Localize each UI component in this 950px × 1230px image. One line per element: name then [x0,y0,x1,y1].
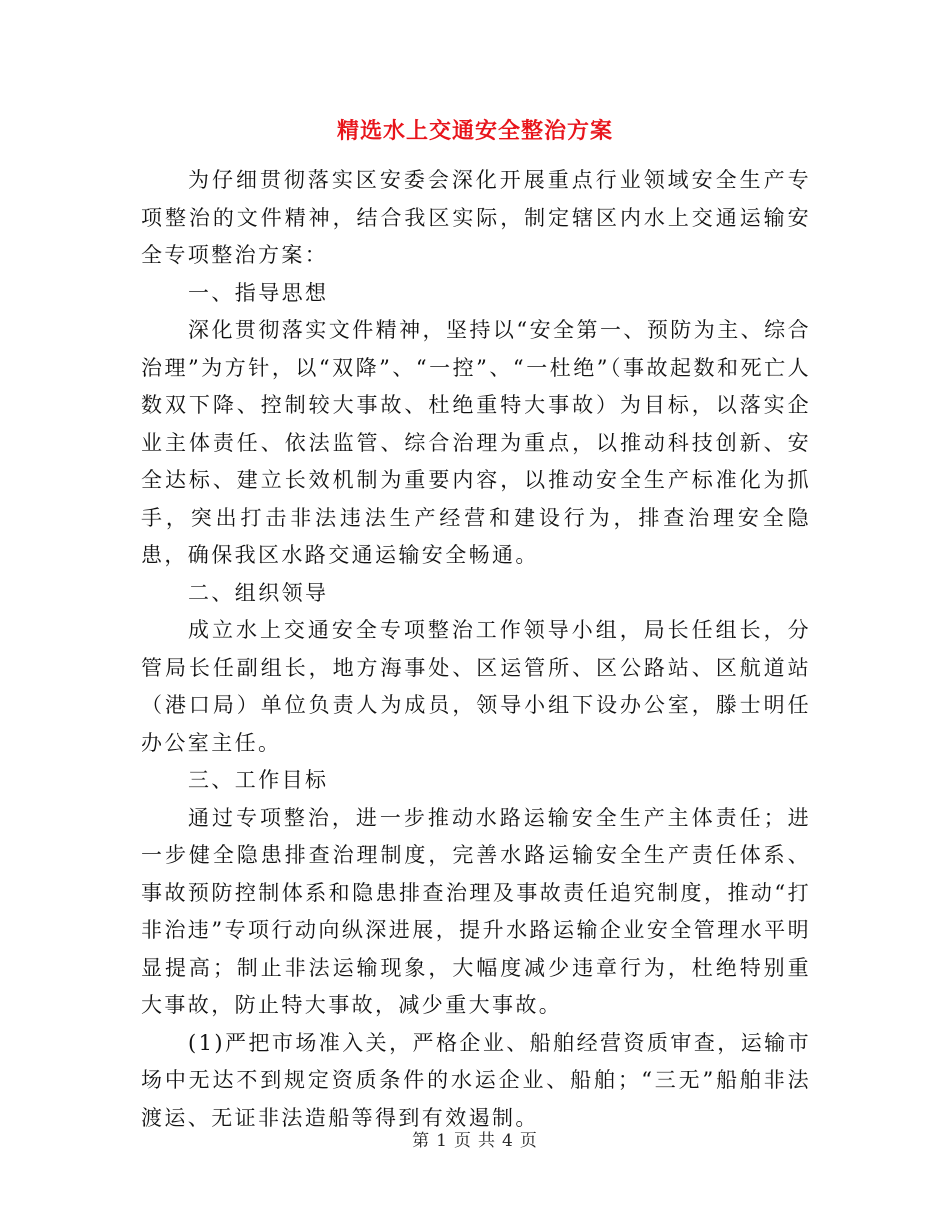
section-heading-work-goals: 三、工作目标 [188,768,329,792]
footer-page-unit: 页 [454,1131,472,1151]
guiding-ideology-paragraph: 深化贯彻落实文件精神，坚持以“安全第一、预防为主、综合治理”为方针，以“双降”、“一控”、“一杜绝”（事故起数和死亡人数双下降、控制较大事故、杜绝重特大事故）为目标，以落实企业主体责任、依法监管、综合治理为重点，以推动科技创新、安全达标、建立长效机制为重要内容，以推动安全生产标准化为抓手，突出打击非法违法生产经营和建设行为，排查治理安全隐患，确保我区水路交通运输安全畅通。 [141,318,811,567]
footer-total-pages: 4 [502,1131,514,1151]
footer-total-unit: 页 [519,1131,538,1151]
footer-page-number: 1 [436,1131,448,1151]
section-heading-organization: 二、组织领导 [188,580,329,605]
organization-paragraph: 成立水上交通安全专项整治工作领导小组，局长任组长，分管局长任副组长，地方海事处、区运管所、区公路站、区航道站（港口局）单位负责人为成员，领导小组下设办公室，滕士明任办公室主任。 [141,618,811,755]
footer-page-word: 第 [412,1131,431,1151]
document-title: 精选水上交通安全整治方案 [336,118,613,144]
document-body [141,162,811,1137]
page-footer [0,1126,950,1151]
market-access-paragraph: (1)严把市场准入关，严格企业、船舶经营资质审查，运输市场中无达不到规定资质条件的水运企业、船舶；“三无”船舶非法渡运、无证非法造船等得到有效遏制。 [141,1030,811,1130]
footer-total-word: 共 [478,1131,496,1151]
section-heading-guiding-ideology: 一、指导思想 [188,280,329,305]
work-goals-paragraph: 通过专项整治，进一步推动水路运输安全生产主体责任；进一步健全隐患排查治理制度，完善水路运输安全生产责任体系、事故预防控制体系和隐患排查治理及事故责任追究制度，推动“打非治违”专项行动向纵深进展，提升水路运输企业安全管理水平明显提高；制止非法运输现象，大幅度减少违章行为，杜绝特别重大事故，防止特大事故，减少重大事故。 [141,805,811,1017]
intro-paragraph: 为仔细贯彻落实区安委会深化开展重点行业领域安全生产专项整治的文件精神，结合我区实际，制定辖区内水上交通运输安全专项整治方案： [141,168,811,267]
